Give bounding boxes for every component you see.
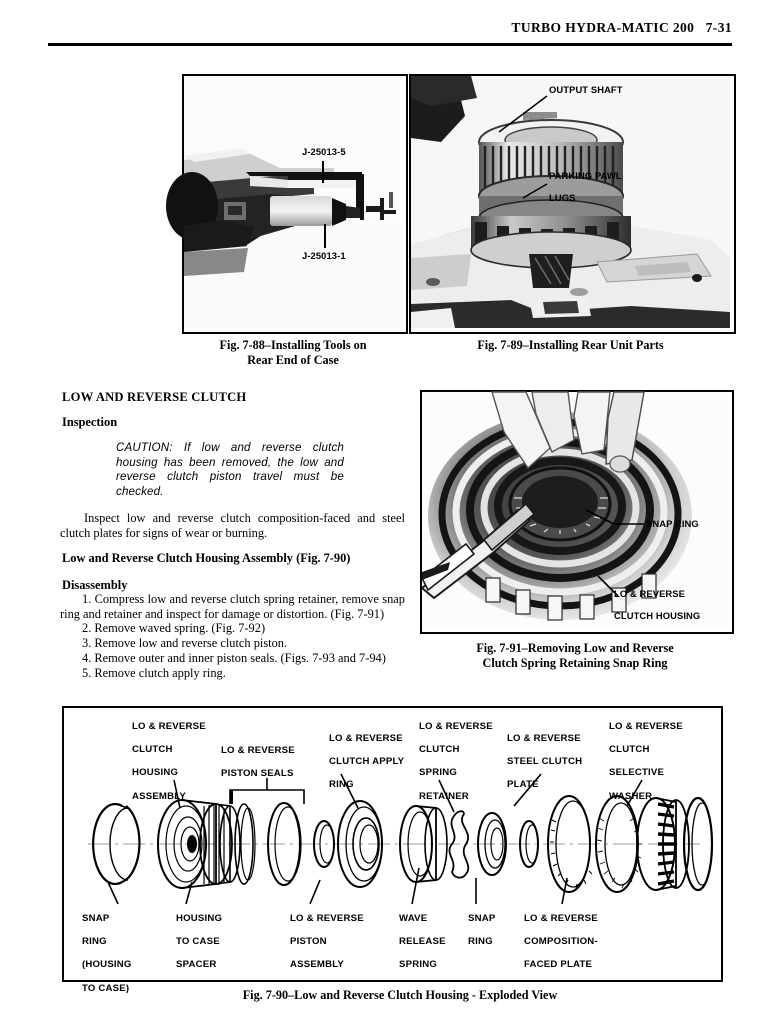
t2l2: RING (329, 779, 354, 791)
figure-7-88-photo (182, 74, 408, 334)
t0l1: CLUTCH (132, 744, 173, 756)
b2l0: LO & REVERSE (290, 913, 364, 924)
t5l1: CLUTCH (609, 744, 650, 756)
t1l1: PISTON SEALS (221, 768, 294, 780)
label-parking-pawl-line2: LUGS (549, 192, 576, 204)
t4l1: STEEL CLUTCH (507, 756, 583, 768)
t5l2: SELECTIVE (609, 767, 665, 779)
t0l0: LO & REVERSE (132, 721, 206, 732)
b0l2: (HOUSING (82, 959, 132, 971)
t4l0: LO & REVERSE (507, 733, 581, 744)
figure-7-91-caption (420, 641, 730, 671)
b5l2: FACED PLATE (524, 959, 593, 971)
exploded-parts-drawing (64, 708, 721, 980)
t2l0: LO & REVERSE (329, 733, 403, 744)
b3l2: SPRING (399, 959, 437, 971)
inspect-paragraph: Inspect low and reverse clutch composition-faced and steel clutch plates for signs of wear or burning. (60, 511, 405, 540)
b4l0: SNAP (468, 913, 496, 924)
b4l1: RING (468, 936, 493, 948)
disassembly-step-5: 5. Remove clutch apply ring. (82, 665, 226, 680)
subheading-inspection: Inspection (62, 415, 118, 429)
t5l0: LO & REVERSE (609, 721, 683, 732)
label-snap-ring: SNAP RING (646, 518, 699, 529)
section-title-low-and-reverse-clutch: LOW AND REVERSE CLUTCH (62, 390, 247, 404)
label-output-shaft: OUTPUT SHAFT (549, 84, 623, 95)
label-lrch-line1: LO & REVERSE (614, 588, 686, 599)
header-rule (48, 43, 732, 46)
t2l1: CLUTCH APPLY (329, 756, 405, 768)
b1l1: TO CASE (176, 936, 220, 948)
b0l0: SNAP (82, 913, 110, 924)
t0l3: ASSEMBLY (132, 790, 187, 802)
t4l2: PLATE (507, 779, 539, 791)
b1l0: HOUSING (176, 913, 223, 924)
figure-7-90-exploded-view (62, 706, 723, 994)
b0l1: RING (82, 936, 107, 948)
t3l1: CLUTCH (419, 744, 460, 756)
label-parking-pawl-line1: PARKING PAWL (549, 170, 622, 181)
b5l0: LO & REVERSE (524, 913, 598, 924)
figure-7-88-caption (182, 338, 404, 368)
t3l2: SPRING (419, 767, 457, 779)
disassembly-step-2: 2. Remove waved spring. (Fig. 7-92) (82, 621, 266, 636)
figure-7-88-caption-line1: Fig. 7-88–Installing Tools on (219, 338, 367, 352)
figure-7-91-caption-line1: Fig. 7-91–Removing Low and Reverse (476, 641, 674, 655)
disassembly-step-1: 1. Compress low and reverse clutch spring retainer, remove snap ring and retainer and inspect for damage or distortion. (Fig. 7-91) (60, 592, 405, 621)
figure-7-89-caption-line1: Fig. 7-89–Installing Rear Unit Parts (477, 338, 664, 352)
label-lo-reverse-clutch-housing (614, 588, 700, 622)
b3l0: WAVE (399, 913, 428, 924)
disassembly-steps (60, 592, 405, 680)
leader-line-j250135 (322, 161, 324, 183)
subheading-disassembly: Disassembly (62, 578, 128, 592)
figure-7-89-caption (409, 338, 732, 353)
disassembly-step-3: 3. Remove low and reverse clutch piston. (82, 636, 288, 651)
page-header-title: TURBO HYDRA-MATIC 200 7-31 (511, 20, 732, 35)
t1l0: LO & REVERSE (221, 745, 295, 756)
b0l3: TO CASE) (82, 982, 130, 994)
b5l1: COMPOSITION- (524, 936, 598, 948)
disassembly-step-4: 4. Remove outer and inner piston seals. (Figs. 7-93 and 7-94) (82, 650, 386, 665)
b3l1: RELEASE (399, 936, 446, 948)
label-j-25013-5: J-25013-5 (302, 146, 346, 157)
b2l1: PISTON (290, 936, 327, 948)
figure-7-88-caption-line2: Rear End of Case (247, 353, 339, 367)
leader-line-j250131 (324, 224, 326, 248)
t0l2: HOUSING (132, 767, 179, 779)
label-j-25013-1: J-25013-1 (302, 250, 346, 261)
figure-7-91-caption-line2: Clutch Spring Retaining Snap Ring (482, 656, 668, 670)
caution-note: CAUTION: If low and reverse clutch housing has been removed, the low and reverse clutch piston travel must be checked. (116, 441, 344, 498)
label-lrch-line2: CLUTCH HOUSING (614, 610, 701, 622)
b1l2: SPACER (176, 959, 217, 971)
figure-7-91-photo (420, 390, 734, 634)
t3l0: LO & REVERSE (419, 721, 493, 732)
label-parking-pawl-lugs (549, 170, 622, 204)
t3l3: RETAINER (419, 790, 469, 802)
figure-7-89-photo (409, 74, 736, 334)
t5l3: WASHER (609, 790, 653, 802)
figure-7-90-caption: Fig. 7-90–Low and Reverse Clutch Housing - Exploded View (242, 988, 558, 1002)
figure-7-88-image (184, 76, 402, 328)
b2l2: ASSEMBLY (290, 959, 345, 971)
subheading-housing-assembly: Low and Reverse Clutch Housing Assembly (Fig. 7-90) (62, 551, 351, 565)
